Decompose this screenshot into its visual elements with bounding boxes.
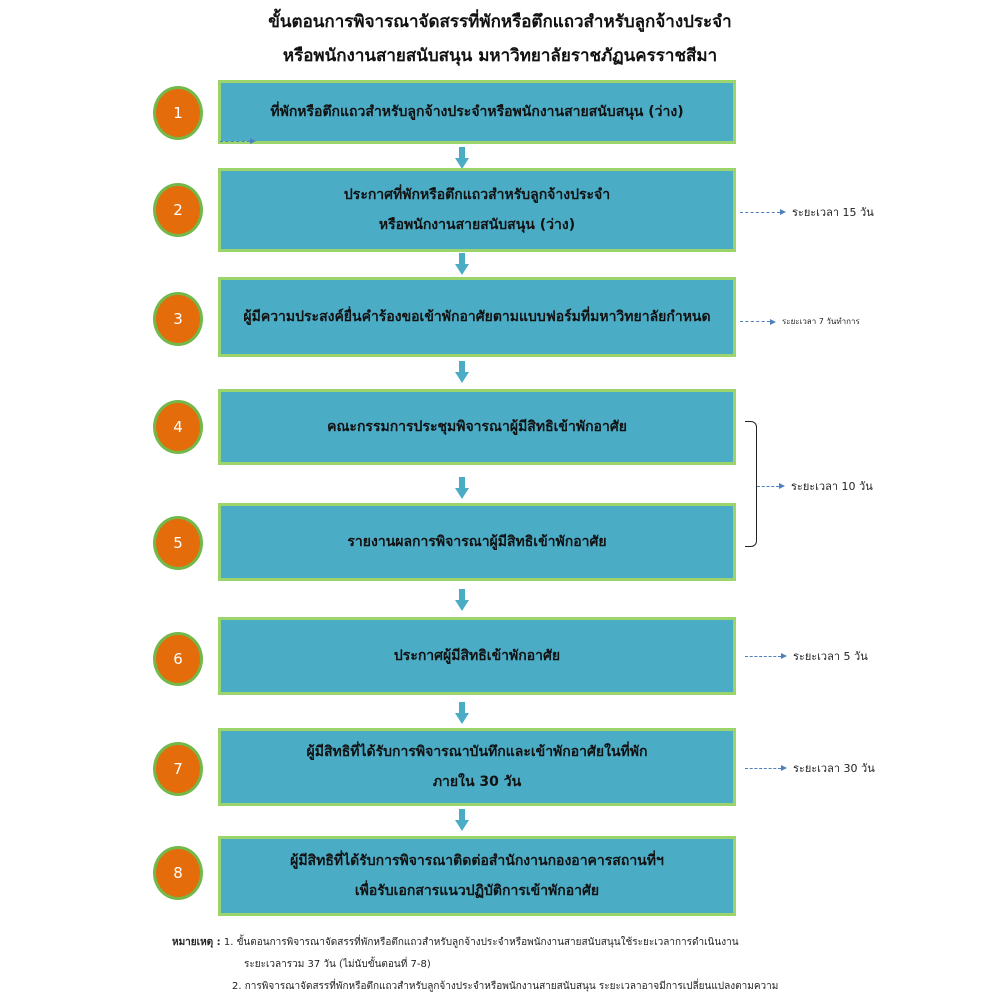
step-7-duration-label: ระยะเวลา 30 วัน [793, 762, 875, 775]
step-5-number-badge: 5 [153, 516, 203, 570]
step-8-text-line-2: เพื่อรับเอกสารแนวปฏิบัติการเข้าพักอาศัย [354, 883, 600, 899]
step-8-text-line-1: ผู้มีสิทธิที่ได้รับการพิจารณาติดต่อสำนักงานกองอาคารสถานที่ฯ [290, 853, 664, 869]
notes [172, 932, 992, 998]
step-1-box [218, 80, 736, 144]
step-8-number-badge: 8 [153, 846, 203, 900]
step-7-number-badge: 7 [153, 742, 203, 796]
step-7-duration [745, 759, 875, 777]
step-7-text-line-1: ผู้มีสิทธิที่ได้รับการพิจารณาบันทึกและเข้าพักอาศัยในที่พัก [306, 744, 648, 760]
note-1-line-1 [172, 932, 992, 954]
step-1-number-badge: 1 [153, 86, 203, 140]
step-3-box [218, 277, 736, 357]
step-4-number-badge: 4 [153, 400, 203, 454]
step-3-number-badge: 3 [153, 292, 203, 346]
notes-label: หมายเหตุ : [172, 937, 221, 948]
step-3-text-line-1: ผู้มีความประสงค์ยื่นคำร้องขอเข้าพักอาศัยตามแบบฟอร์มที่มหาวิทยาลัยกำหนด [243, 309, 711, 325]
down-arrow-7-8 [455, 809, 469, 831]
down-arrow-6-7 [455, 702, 469, 724]
step-6-number-badge: 6 [153, 632, 203, 686]
step-2-number-badge: 2 [153, 183, 203, 237]
step-6-duration [745, 647, 868, 665]
step-3-duration-label: ระยะเวลา 7 วันทำการ [782, 317, 860, 326]
down-arrow-3-4 [455, 361, 469, 383]
step-6-text-line-1: ประกาศผู้มีสิทธิเข้าพักอาศัย [393, 648, 561, 664]
step-8-box [218, 836, 736, 916]
step-4-text-line-1: คณะกรรมการประชุมพิจารณาผู้มีสิทธิเข้าพักอาศัย [327, 419, 627, 435]
note-1-line-2: ระยะเวลารวม 37 วัน (ไม่นับขั้นตอนที่ 7-8) [244, 959, 431, 970]
step-1-text-line-1: ที่พักหรือตึกแถวสำหรับลูกจ้างประจำหรือพนักงานสายสนับสนุน (ว่าง) [270, 104, 684, 120]
step-7-text-line-2: ภายใน 30 วัน [432, 774, 522, 790]
note-1-text: 1. ขั้นตอนการพิจารณาจัดสรรที่พักหรือตึกแถวสำหรับลูกจ้างประจำหรือพนักงานสายสนับสนุนใช้ระยะเวลาการดำเนินงาน [223, 937, 739, 948]
step-2-box [218, 168, 736, 252]
step-6-duration-label: ระยะเวลา 5 วัน [793, 650, 868, 663]
steps-4-5-duration-label: ระยะเวลา 10 วัน [791, 480, 873, 493]
step-6-box [218, 617, 736, 695]
title-line-2: หรือพนักงานสายสนับสนุน มหาวิทยาลัยราชภัฏนครราชสีมา [282, 46, 718, 66]
step-5-text-line-1: รายงานผลการพิจารณาผู้มีสิทธิเข้าพักอาศัย [347, 534, 607, 550]
note-2-line-1: 2. การพิจารณาจัดสรรที่พักหรือตึกแถวสำหรับลูกจ้างประจำหรือพนักงานสายสนับสนุน ระยะเวลาอาจมีการเปลี่ยนแปลงตามความ [232, 981, 779, 992]
title-line-1: ขั้นตอนการพิจารณาจัดสรรที่พักหรือตึกแถวสำหรับลูกจ้างประจำ [268, 12, 732, 32]
step-5-box [218, 503, 736, 581]
down-arrow-1-2 [455, 147, 469, 169]
step-1-dashed-stub [220, 138, 256, 144]
step-7-box [218, 728, 736, 806]
steps-4-5-duration [757, 477, 873, 495]
down-arrow-5-6 [455, 589, 469, 611]
step-2-text-line-1: ประกาศที่พักหรือตึกแถวสำหรับลูกจ้างประจำ [343, 187, 611, 203]
step-2-text-line-2: หรือพนักงานสายสนับสนุน (ว่าง) [378, 217, 576, 233]
down-arrow-4-5 [455, 477, 469, 499]
steps-4-5-bracket [745, 421, 757, 547]
step-2-duration [740, 203, 874, 221]
step-2-duration-label: ระยะเวลา 15 วัน [792, 206, 874, 219]
down-arrow-2-3 [455, 253, 469, 275]
step-3-duration [740, 315, 860, 328]
step-4-box [218, 389, 736, 465]
